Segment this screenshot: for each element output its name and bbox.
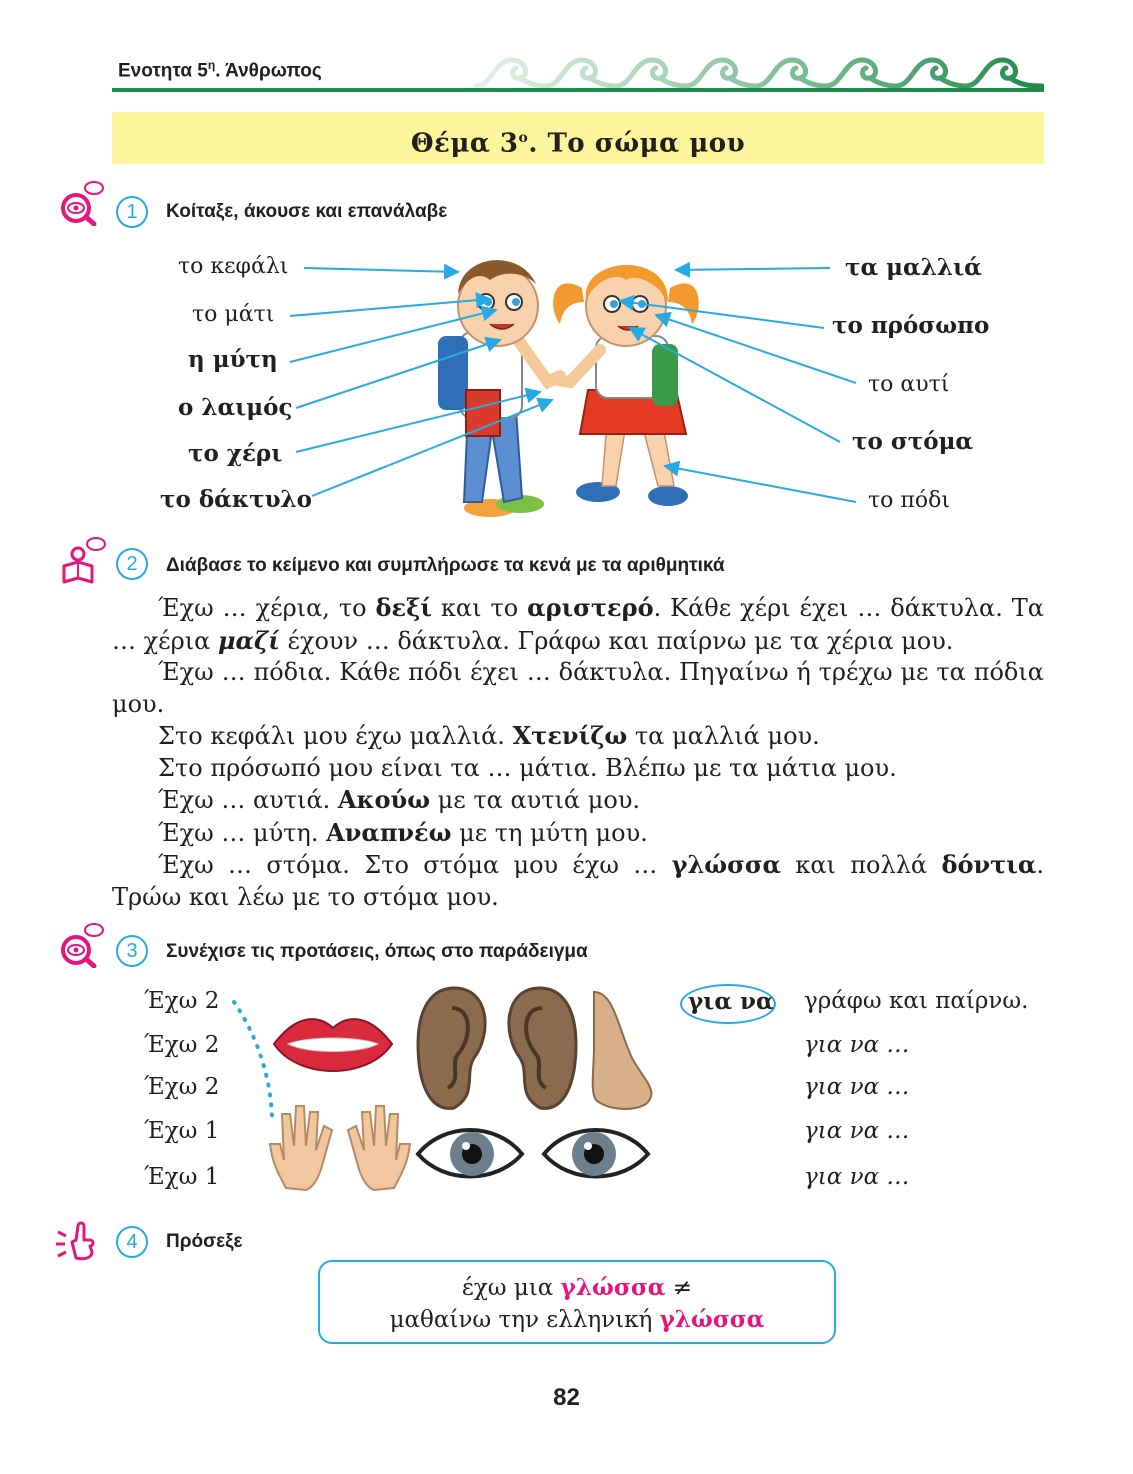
reading-book-icon [56,536,106,586]
note-line-2: μαθαίνω την ελληνική γλώσσα [389,1306,765,1333]
example-link-word: για να [688,988,774,1015]
right-eye-image [540,1120,652,1186]
section-1-number: 1 [116,196,148,228]
language-note-box [318,1260,836,1344]
section-3-number: 3 [116,935,148,967]
label-eye: το μάτι [192,302,275,327]
paragraph-hands: Έχω … χέρια, το δεξί και το αριστερό. Κάθε χέρι έχει … δάκτυλα. Τα … χέρια μαζί έχουν … δάκτυλα. Γράφω και παίρνω με τα χέρια μου. [112,593,1044,655]
label-hair: τα μαλλιά [845,254,982,281]
nose-image [584,988,664,1112]
lips-image [268,1006,398,1084]
reading-text [112,592,1044,913]
paragraph-feet: Έχω … πόδια. Κάθε πόδι έχει … δάκτυλα. Πηγαίνω ή τρέχω με τα πόδια μου. [112,658,1044,718]
paragraph-ears: Έχω … αυτιά. Ακούω με τα αυτιά μου. [158,785,641,814]
have-row-1: Έχω 2 [144,988,220,1014]
right-ear-image [500,984,580,1114]
section-2-number: 2 [116,548,148,580]
label-nose: η μύτη [188,346,278,373]
paragraph-mouth: Έχω … στόμα. Στο στόμα μου έχω … γλώσσα και πολλά δόντια. Τρώω και λέω με το στόμα μου. [112,850,1044,911]
label-face: το πρόσωπο [832,312,990,339]
section-1-title: Κοίταξε, άκουσε και επανάλαβε [166,201,448,222]
lesson-title: Θέμα $3^o$. Το σώμα μου [410,128,746,159]
label-mouth: το στόμα [852,428,974,455]
paragraph-nose: Έχω … μύτη. Αναπνέω με τη μύτη μου. [158,817,648,847]
have-row-4: Έχω 1 [144,1118,220,1144]
answer-blank-4: για να … [804,1164,910,1190]
attention-hand-icon [54,1218,100,1262]
section-2-title: Διάβασε το κείμενο και συμπλήρωσε τα κενά με τα αριθμητικά [166,555,725,576]
left-ear-image [414,984,494,1114]
left-hand-image [266,1100,340,1192]
answer-blank-1: για να … [804,1032,910,1058]
left-eye-image [414,1120,526,1186]
label-hand: το χέρι [188,440,283,467]
label-ear: το αυτί [868,372,950,397]
section-4-number: 4 [116,1226,148,1258]
look-magnifier-icon [56,922,106,968]
label-neck: ο λαιμός [178,394,293,421]
section-3-title: Συνέχισε τις προτάσεις, όπως στο παράδειγμα [166,941,588,962]
page-number: 82 [553,1384,580,1411]
have-row-3: Έχω 2 [144,1074,220,1100]
paragraph-hair: Στο κεφάλι μου έχω μαλλιά. Χτενίζω τα μαλλιά μου. [158,721,820,750]
label-finger: το δάκτυλο [160,486,313,513]
example-answer: γράφω και παίρνω. [804,988,1029,1014]
note-line-1: έχω μια γλώσσα ≠ [461,1274,693,1301]
label-leg: το πόδι [868,488,950,513]
label-head: το κεφάλι [178,254,289,279]
have-row-5: Έχω 1 [144,1164,220,1190]
answer-blank-2: για να … [804,1074,910,1100]
right-hand-image [340,1100,414,1192]
answer-blank-3: για να … [804,1118,910,1144]
have-row-2: Έχω 2 [144,1032,220,1058]
unit-header: Ενοτητα $5^\eta$. Άνθρωπος [118,58,322,82]
section-4-title: Πρόσεξε [166,1231,243,1252]
paragraph-eyes: Στο πρόσωπό μου είναι τα … μάτια. Βλέπω με τα μάτια μου. [158,753,897,782]
